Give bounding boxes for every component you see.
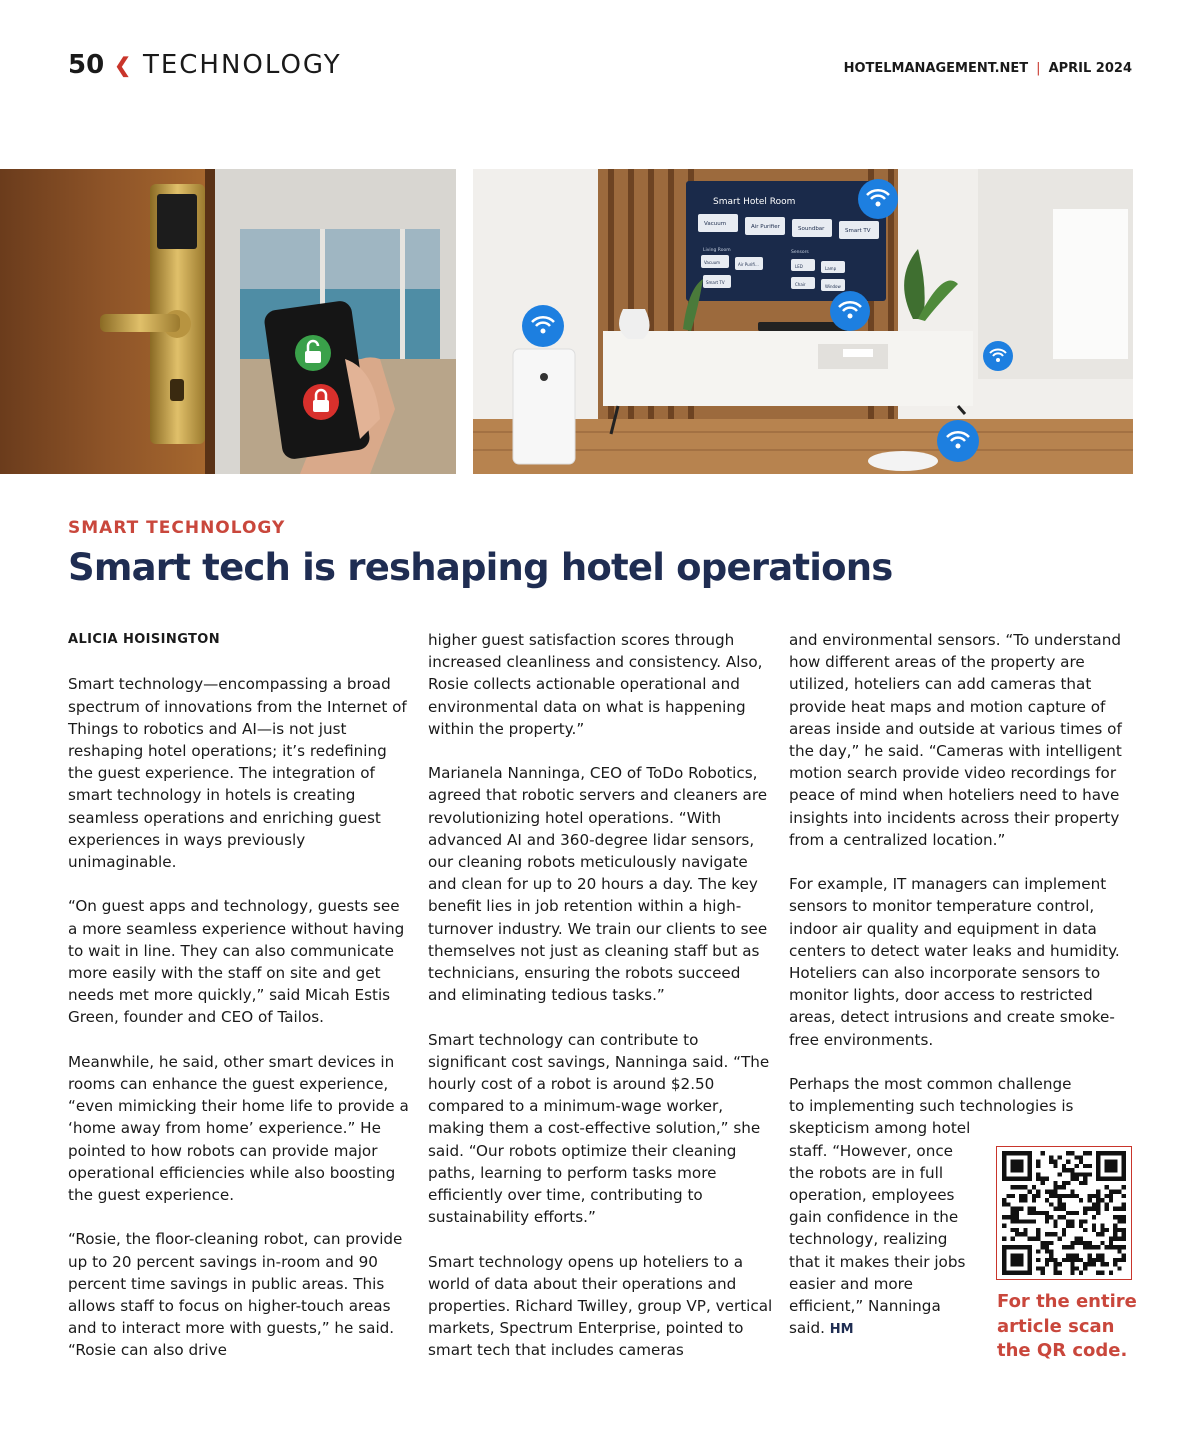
tv-group-sensors: Sensors (791, 250, 809, 255)
article-column-1 (68, 629, 413, 1384)
divider: | (1036, 61, 1041, 76)
paragraph: Marianela Nanninga, CEO of ToDo Robotics, agreed that robotic servers and cleaners are revolutionizing hotel operations. “With advanced AI and 360-degree lidar sensors, our cleaning robots meticulously navigate and clean for up to 20 hours a day. The key benefit lies in job retention within a high-turnover industry. We train our clients to see themselves not just as cleaning staff but as technicians, ensuring the robots succeed and eliminating tedious tasks.” (428, 764, 768, 1005)
paragraph: Smart technology opens up hoteliers to a world of data about their operations and properties. Richard Twilley, group VP, vertical markets, Spectrum Enterprise, pointed to smart tech that includes cameras (428, 1252, 773, 1360)
tv-small-window: Window (825, 284, 841, 289)
tv-small-smart-tv: Smart TV (706, 280, 725, 285)
page-number: 50 (68, 50, 105, 80)
wifi-icon (858, 179, 898, 219)
wifi-icon (937, 420, 979, 462)
tv-small-lamp: Lamp (825, 266, 837, 271)
wifi-icon (983, 341, 1013, 371)
tv-small-air-purifier: Air Purifi... (738, 262, 759, 267)
qr-caption: For the entire article scan the QR code. (997, 1291, 1137, 1361)
paragraph: For example, IT managers can implement sensors to monitor temperature control, indoor air quality and equipment in data centers to detect water leaks and humidity. Hoteliers can also incorporate sensors to monitor lights, door access to restricted areas, detect intrusions and create smoke-free environments. (789, 875, 1120, 1049)
section-title: TECHNOLOGY (142, 50, 342, 80)
signoff: HM (829, 1322, 854, 1338)
article-column-2 (428, 629, 773, 1384)
paragraph-wrapped (789, 1117, 971, 1341)
tv-title: Smart Hotel Room (713, 197, 796, 207)
wifi-icon (522, 305, 564, 347)
paragraph: Meanwhile, he said, other smart devices in rooms can enhance the guest experience, “even mimicking their home life to provide a ‘home away from home’ experience.” He pointed to how robots can provide major operational efficiencies while also boosting the guest experience. (68, 1052, 409, 1205)
wifi-icon (830, 291, 870, 331)
article-headline: Smart tech is reshaping hotel operations (68, 546, 893, 589)
paragraph: “Rosie, the floor-cleaning robot, can provide up to 20 percent savings in-room and 90 percent time savings in public areas. This allows staff to focus on higher-touch areas and to interact more with guests,” he said. “Rosie can also drive (68, 1230, 403, 1360)
smart-lock-photo (0, 169, 456, 474)
paragraph: higher guest satisfaction scores through increased cleanliness and consistency. Also, Rosie collects actionable operational and environmental data on what is happening within the property.” (428, 631, 763, 738)
site-name: HOTELMANAGEMENT.NET (843, 61, 1029, 76)
tv-tile-vacuum: Vacuum (704, 221, 727, 227)
qr-code-icon (1002, 1151, 1126, 1275)
byline: ALICIA HOISINGTON (68, 632, 221, 647)
tv-small-vacuum: Vacuum (704, 260, 721, 265)
page-header-left (68, 50, 342, 80)
paragraph-lead: Perhaps the most common challenge to implementing such technologies is (789, 1075, 1074, 1116)
page-header-right (844, 61, 1132, 76)
tv-small-chair: Chair (795, 282, 806, 287)
paragraph: Smart technology can contribute to significant cost savings, Nanninga said. “The hourly cost of a robot is around $2.50 compared to a minimum-wage worker, making them a cost-effective solution,” she said. “Our robots optimize their cleaning paths, learning to perform tasks more efficiently over time, contributing to sustainability efforts.” (428, 1030, 770, 1227)
qr-code[interactable] (996, 1146, 1132, 1280)
chevron-left-icon: ❮ (114, 54, 131, 77)
paragraph: and environmental sensors. “To understand how different areas of the property are utilized, hoteliers can add cameras that provide heat maps and motion capture of areas inside and outside at various times of the day,” he said. “Cameras with intelligent motion search provide video recordings for peace of mind when hoteliers need to have insights into incidents across their property from a centralized location.” (789, 631, 1122, 849)
tv-group-living-room: Living Room (703, 248, 731, 253)
issue-date: APRIL 2024 (1048, 61, 1132, 76)
paragraph: Smart technology—encompassing a broad spectrum of innovations from the Internet of Things to robotics and AI—is not just reshaping hotel operations; it’s redefining the guest experience. The integration of smart technology in hotels is creating seamless operations and enriching guest experiences in ways previously unimaginable. (68, 675, 407, 872)
paragraph: “On guest apps and technology, guests see a more seamless experience without having to wait in line. They can also communicate more easily with the staff on site and get needs met more quickly,” said Micah Estis Green, founder and CEO of Tailos. (68, 897, 405, 1027)
tv-tile-smart-tv: Smart TV (845, 228, 871, 234)
tv-small-led: LED (795, 264, 803, 269)
tv-tile-air-purifier: Air Purifier (751, 224, 780, 230)
tv-tile-soundbar: Soundbar (798, 226, 825, 232)
paragraph-tail: skepticism among hotel staff. “However, once the robots are in full operation, employees gain confidence in the technology, realizing that it makes their jobs easier and more efficient,” Nanninga said. (789, 1119, 971, 1338)
article-kicker: SMART TECHNOLOGY (68, 518, 286, 538)
smart-room-photo (473, 169, 1133, 474)
